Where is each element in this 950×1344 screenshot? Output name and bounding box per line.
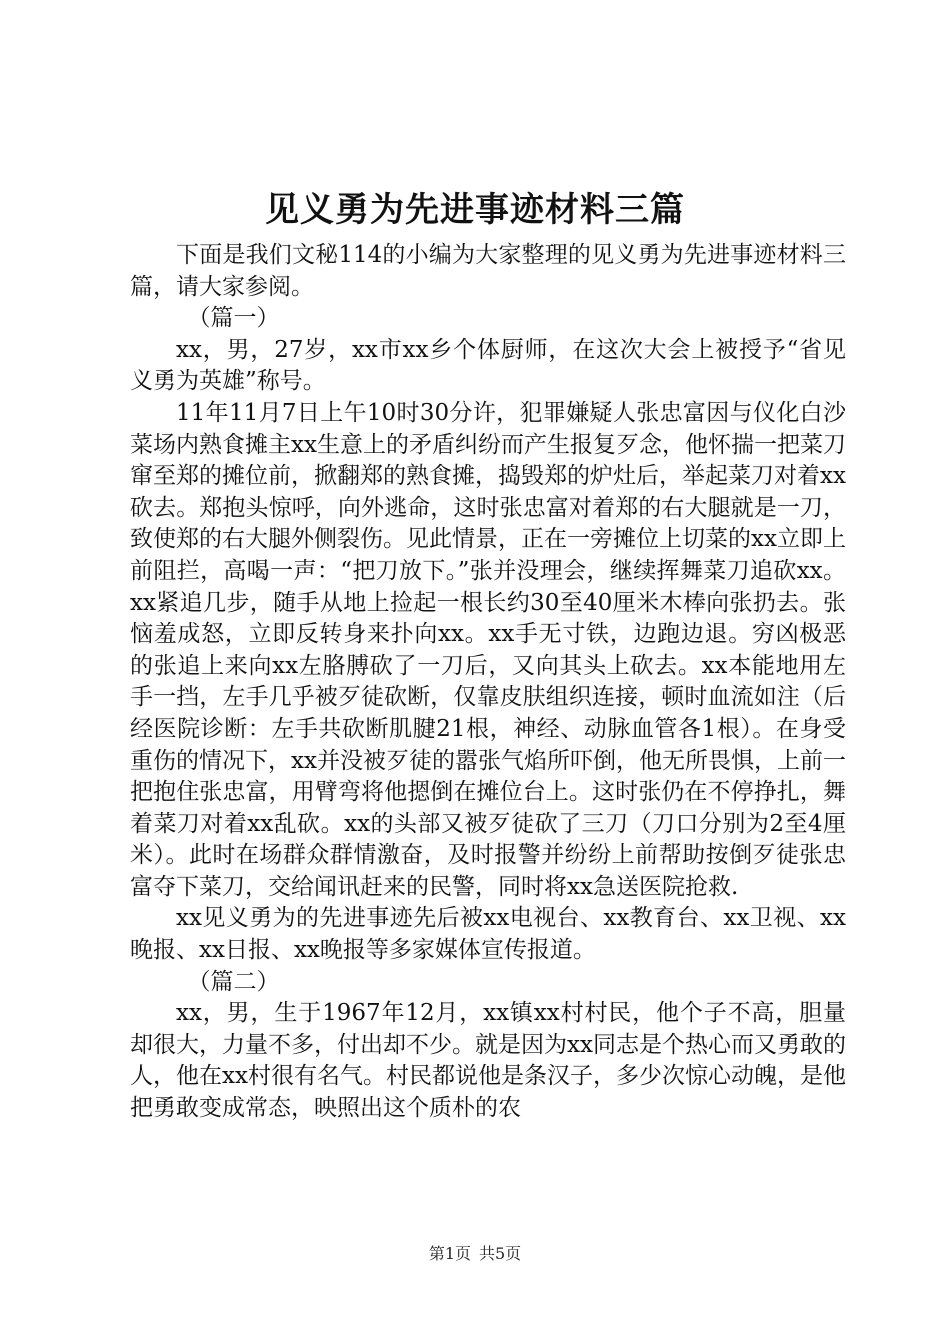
body-paragraph: xx，男，27岁，xx市xx乡个体厨师，在这次大会上被授予“省见义勇为英雄”称号。 bbox=[130, 336, 846, 395]
body-paragraph: 11年11月7日上午10时30分许，犯罪嫌疑人张忠富因与仪化白沙菜场内熟食摊主xx生意上的矛盾纠纷而产生报复歹念，他怀揣一把菜刀窜至郑的摊位前，掀翻郑的熟食摊，捣毁郑的炉灶后，举起菜刀对着xx砍去。郑抱头惊呼，向外逃命，这时张忠富对着郑的右大腿就是一刀，致使郑的右大腿外侧裂伤。见此情景，正在一旁摊位上切菜的xx立即上前阻拦，高喝一声：“把刀放下。”张并没理会，继续挥舞菜刀追砍xx。xx紧追几步，随手从地上捡起一根长约30至40厘米木棒向张扔去。张恼羞成怒，立即反转身来扑向xx。xx手无寸铁，边跑边退。穷凶极恶的张追上来向xx左胳膊砍了一刀后，又向其头上砍去。xx本能地用左手一挡，左手几乎被歹徒砍断，仅靠皮肤组织连接，顿时血流如注（后经医院诊断：左手共砍断肌腱21根，神经、动脉血管各1根）。在身受重伤的情况下，xx并没被歹徒的嚣张气焰所吓倒，他无所畏惧，上前一把抱住张忠富，用臂弯将他摁倒在摊位台上。这时张仍在不停挣扎，舞着菜刀对着xx乱砍。xx的头部又被歹徒砍了三刀（刀口分别为2至4厘米）。此时在场群众群情激奋，及时报警并纷纷上前帮助按倒歹徒张忠富夺下菜刀，交给闻讯赶来的民警，同时将xx急送医院抢救. bbox=[130, 399, 846, 900]
body-paragraph: xx见义勇为的先进事迹先后被xx电视台、xx教育台、xx卫视、xx晚报、xx日报、xx晚报等多家媒体宣传报道。 bbox=[130, 905, 846, 964]
page-footer bbox=[0, 1242, 950, 1266]
body-paragraph: xx，男，生于1967年12月，xx镇xx村村民，他个子不高，胆量却很大，力量不多，付出却不少。就是因为xx同志是个热心而又勇敢的人，他在xx村很有名气。村民都说他是条汉子，多少次惊心动魄，是他把勇敢变成常态，映照出这个质朴的农 bbox=[130, 1000, 846, 1122]
intro-paragraph: 下面是我们文秘114的小编为大家整理的见义勇为先进事迹材料三篇，请大家参阅。 bbox=[130, 242, 846, 300]
section-heading-1: （篇一） bbox=[187, 305, 280, 332]
page-number: 第1页 bbox=[428, 1244, 471, 1263]
document-body bbox=[130, 240, 846, 1125]
document-title: 见义勇为先进事迹材料三篇 bbox=[265, 190, 685, 230]
page-total: 共5页 bbox=[479, 1244, 522, 1263]
section-heading-2: （篇二） bbox=[187, 968, 280, 995]
